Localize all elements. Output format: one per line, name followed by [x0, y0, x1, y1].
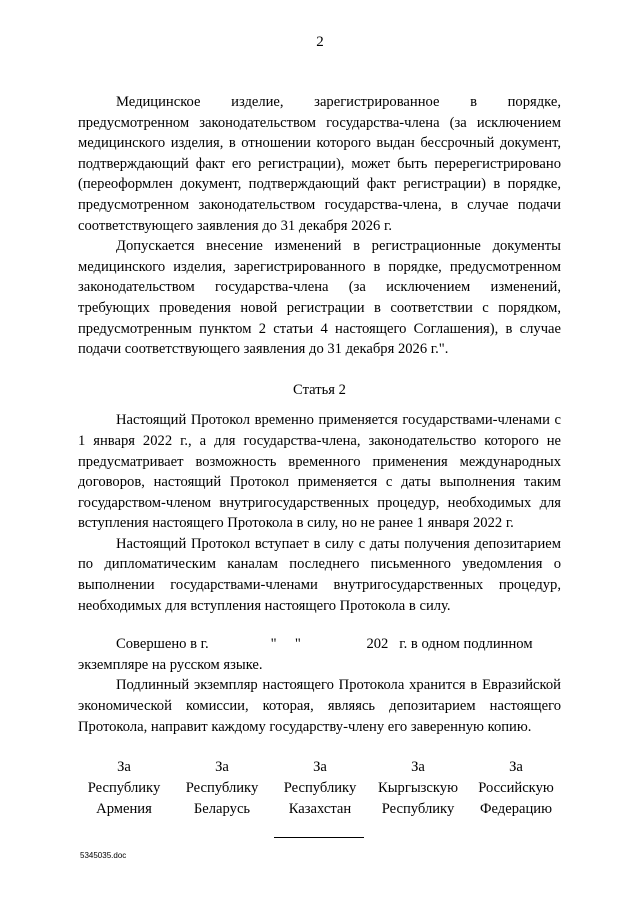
signing-language: экземпляре на русском языке. [78, 656, 263, 673]
article-heading: Статья 2 [293, 381, 346, 398]
signature-kazakhstan: За Республику Казахстан [283, 759, 357, 817]
paragraph-reregistration: Медицинское изделие, зарегистрированное в порядке, предусмотренном законодательством государства-члена (за исключением медицинского изделия, в отношении которого выдан бессрочный документ, подтверждающий факт его регистрации), может быть перерегистрировано (переоформлен документ, подтверждающий факт регистрации) в порядке, предусмотренном законодательством государства-члена, в случае подачи соответствующего заявления до 31 декабря 2026 г. [78, 94, 561, 234]
paragraph-amendments: Допускается внесение изменений в регистрационные документы медицинского изделия, зарегистрированного в порядке, предусмотренном законодательством государства-члена (за исключением изменений, требующих проведения новой регистрации в соответствии с порядком, предусмотренным пунктом 2 статьи 4 настоящего Соглашения), в случае подачи соответствующего заявления до 31 декабря 2026 г.". [78, 238, 561, 358]
signature-armenia: За Республику Армения [87, 759, 161, 817]
page-number: 2 [316, 34, 324, 50]
signature-russia: За Российскую Федерацию [478, 759, 554, 817]
closing-rule [274, 837, 364, 838]
paragraph-provisional-application: Настоящий Протокол временно применяется государствами-членами с 1 января 2022 г., а для государства-члена, законодательство которого не предусматривает возможность временного применения международных договоров, настоящий Протокол применяется с даты выполнения таким государством-членом внутригосударственных процедур, необходимых для вступления настоящего Протокола в силу, но не ранее 1 января 2022 г. [78, 412, 561, 532]
paragraph-entry-into-force: Настоящий Протокол вступает в силу с даты получения депозитарием по дипломатическим каналам последнего письменного уведомления о выполнении государствами-членами внутригосударственных процедур, необходимых для вступления настоящего Протокола в силу. [78, 535, 561, 614]
signing-place-date: Совершено в г. " " 202 г. в одном подлинном [116, 636, 533, 653]
document-id: 5345035.doc [80, 851, 127, 860]
signature-belarus: За Республику Беларусь [185, 759, 259, 817]
document-body [78, 92, 561, 737]
signature-kyrgyzstan: За Кыргызскую Республику [378, 759, 458, 817]
signature-block [76, 757, 564, 820]
paragraph-depositary: Подлинный экземпляр настоящего Протокола хранится в Евразийской экономической комиссии, которая, являясь депозитарием настоящего Протокола, направит каждому государству-члену его заверенную копию. [78, 677, 561, 735]
